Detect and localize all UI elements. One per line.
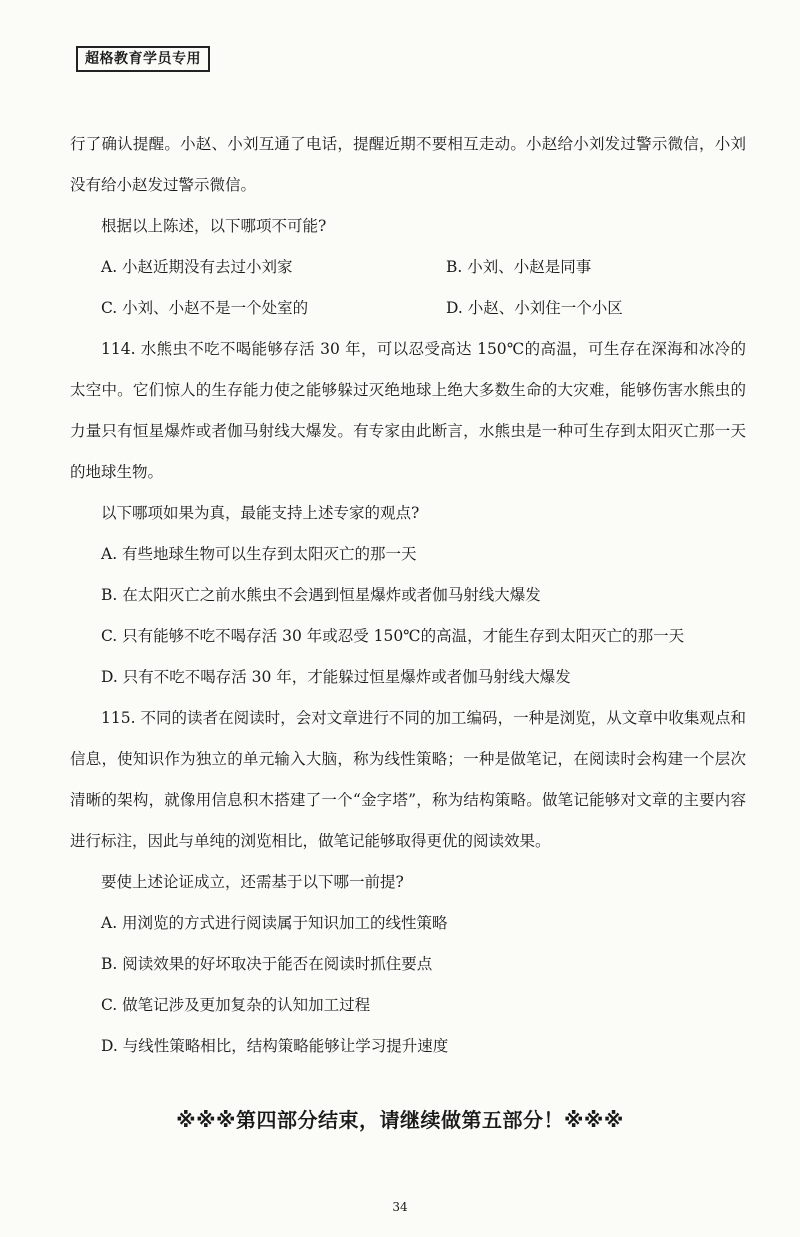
question-113-option-b: B. 小刘、小赵是同事 (446, 258, 592, 276)
question-114-prompt: 以下哪项如果为真，最能支持上述专家的观点? (101, 504, 420, 522)
question-114-option-a: A. 有些地球生物可以生存到太阳灭亡的那一天 (101, 545, 417, 563)
question-113-options (70, 247, 746, 329)
question-115-option-d: D. 与线性策略相比，结构策略能够让学习提升速度 (101, 1037, 449, 1055)
question-115 (70, 698, 746, 1067)
question-114-option-d: D. 只有不吃不喝存活 30 年，才能躲过恒星爆炸或者伽马射线大爆发 (101, 668, 571, 686)
question-114-passage: 114. 水熊虫不吃不喝能够存活 30 年，可以忍受高达 150℃的高温，可生存在深海和冰冷的太空中。它们惊人的生存能力使之能够躲过灭绝地球上绝大多数生命的大灾难，能够伤害水熊虫的力量只有恒星爆炸或者伽马射线大爆发。有专家由此断言，水熊虫是一种可生存到太阳灭亡那一天的地球生物。 (70, 340, 746, 481)
question-113-option-d: D. 小赵、小刘住一个小区 (446, 299, 623, 317)
page-number: 34 (392, 1200, 408, 1214)
page-content (70, 124, 746, 1067)
question-113-prompt: 根据以上陈述，以下哪项不可能? (101, 217, 327, 235)
question-113-passage-end: 行了确认提醒。小赵、小刘互通了电话，提醒近期不要相互走动。小赵给小刘发过警示微信，小刘没有给小赵发过警示微信。 (70, 135, 746, 194)
question-115-option-b: B. 阅读效果的好坏取决于能否在阅读时抓住要点 (101, 955, 433, 973)
question-114 (70, 329, 746, 698)
question-113-tail (70, 124, 746, 329)
question-113-option-c: C. 小刘、小赵不是一个处室的 (101, 299, 309, 317)
header-tag: 超格教育学员专用 (76, 46, 210, 72)
question-114-option-b: B. 在太阳灭亡之前水熊虫不会遇到恒星爆炸或者伽马射线大爆发 (101, 586, 541, 604)
question-115-prompt: 要使上述论证成立，还需基于以下哪一前提? (101, 873, 404, 891)
question-115-option-c: C. 做笔记涉及更加复杂的认知加工过程 (101, 996, 371, 1014)
question-113-option-a: A. 小赵近期没有去过小刘家 (101, 258, 293, 276)
section-end-banner: ※※※第四部分结束，请继续做第五部分！※※※ (176, 1108, 624, 1132)
question-115-passage: 115. 不同的读者在阅读时，会对文章进行不同的加工编码，一种是浏览，从文章中收集观点和信息，使知识作为独立的单元输入大脑，称为线性策略；一种是做笔记，在阅读时会构建一个层次清晰的架构，就像用信息积木搭建了一个“金字塔”，称为结构策略。做笔记能够对文章的主要内容进行标注，因此与单纯的浏览相比，做笔记能够取得更优的阅读效果。 (70, 709, 746, 850)
question-115-option-a: A. 用浏览的方式进行阅读属于知识加工的线性策略 (101, 914, 448, 932)
question-114-option-c: C. 只有能够不吃不喝存活 30 年或忍受 150℃的高温，才能生存到太阳灭亡的那一天 (101, 627, 685, 645)
